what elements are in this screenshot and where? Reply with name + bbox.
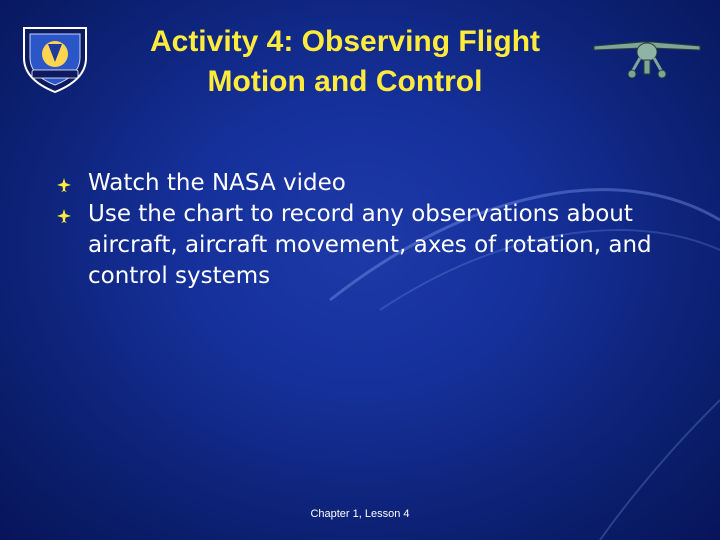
- bullet-list: [56, 168, 656, 292]
- afjrotc-shield-logo: [18, 20, 92, 94]
- title-line-1: Activity 4: Observing Flight: [149, 25, 541, 58]
- bullet-text: Use the chart to record any observations about aircraft, aircraft movement, axes of rotation, and control systems: [88, 201, 652, 289]
- airplane-bullet-icon: [56, 208, 72, 224]
- bullet-item: [56, 168, 656, 199]
- bullet-text: Watch the NASA video: [88, 170, 346, 196]
- airplane-bullet-icon: [56, 177, 72, 193]
- airplane-logo-icon: [592, 28, 702, 84]
- slide-footer: Chapter 1, Lesson 4: [310, 508, 410, 520]
- slide-title: [100, 22, 590, 102]
- title-line-2: Motion and Control: [207, 65, 483, 98]
- bullet-item: [56, 199, 656, 292]
